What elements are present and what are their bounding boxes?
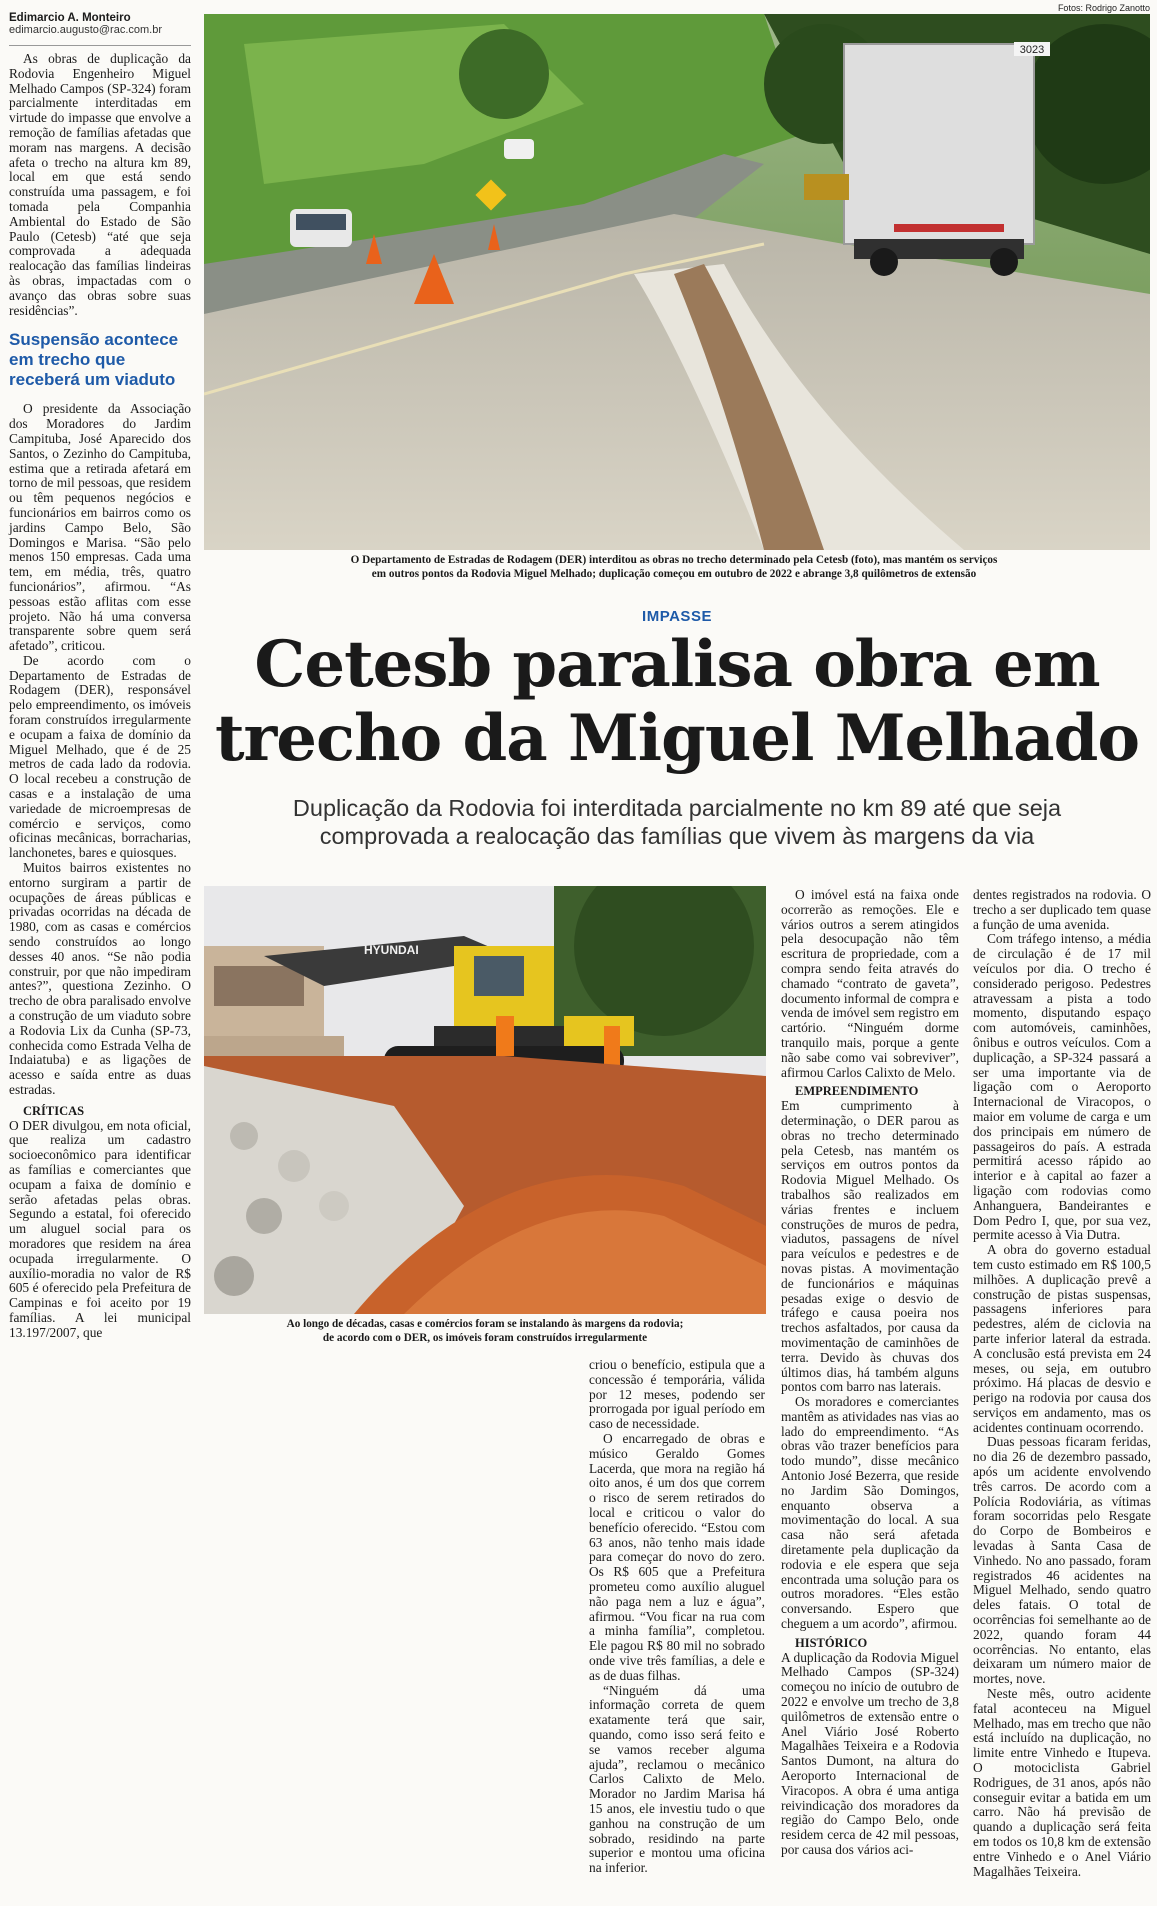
truck-number: 3023	[1019, 44, 1045, 56]
excavator-brand: HYUNDAI	[364, 943, 419, 957]
caption-line: de acordo com o DER, os imóveis foram construídos irregularmente	[322, 1331, 648, 1344]
caption-line: Ao longo de décadas, casas e comércios foram se instalando às margens da rodovia;	[286, 1318, 684, 1330]
paragraph: O presidente da Associação dos Moradores do Jardim Campituba, José Aparecido dos Santos, o Zezinho do Campituba, estima que a retirada afetará em torno de mil pessoas, que residem ou têm pequenos negócios e funcionários em bairros como os jardins Campo Belo, São Domingos e Marisa. “São pelo menos 150 empresas. Cada uma tem, em média, três, quatro funcionários”, afirmou. “As pessoas estão aflitas com esse projeto. Não há uma conversa transparente sobre quem será afetado”, criticou.	[9, 401, 191, 654]
section-label-empreendimento: EMPREENDIMENTO	[795, 1084, 919, 1099]
caption-line: O Departamento de Estradas de Rodagem (DER) interditou as obras no trecho determinado pela Cetesb (foto), mas mantém os serviços	[350, 554, 998, 566]
section-subhead: Suspensão acontece em trecho que receberá um viaduto	[9, 330, 179, 390]
photo-credit: Fotos: Rodrigo Zanotto	[1057, 3, 1150, 13]
paragraph: criou o benefício, estipula que a concessão é temporária, válida por 12 meses, podendo ser prorrogada por igual período em caso de necessidade.	[589, 1357, 765, 1432]
excavator-photo-caption	[204, 1318, 766, 1345]
section-label-historico: HISTÓRICO	[795, 1635, 868, 1650]
paragraph: O encarregado de obras e músico Geraldo Gomes Lacerda, que mora na região há oito anos, é um dos que correm o risco de serem retirados do local e criticou o valor do benefício oferecido. “Estou com 63 anos, não tenho mais idade para começar do novo do zero. Os R$ 605 que a Prefeitura prometeu como auxílio aluguel não paga nem a luz e água”, afirmou. “Vou ficar na rua com a minha família”, completou. Ele pagou R$ 80 mil no sobrado onde vive três famílias, a dele e as de duas filhas.	[589, 1430, 765, 1683]
paragraph: Com tráfego intenso, a média de circulação é de 17 mil veículos por dia. O trecho é considerado perigoso. Pedestres atravessam a pista a todo momento, disputando espaço com automóveis, caminhões, ônibus e outros veículos. Com a duplicação, a SP-324 passará a ser uma importante via de ligação com o Aeroporto Internacional de Viracopos, o maior em volume de carga e um dos principais em número de passageiros do país. A estrada permitirá acesso rápido ao interior e à capital ao fazer a ligação com rodovias como Anhanguera, Bandeirantes e Dom Pedro I, que, por sua vez, permite acesso à Via Dutra.	[973, 931, 1151, 1243]
article-column-4	[973, 888, 1151, 1879]
paragraph: O imóvel está na faixa onde ocorrerão as remoções. Ele e vários outros a serem atingidos pela desocupação não têm escritura de propriedade, com a compra sendo feita através do chamado “contrato de gaveta”, documento informal de compra e venda de imóvel sem registro em cartório. “Ninguém dorme tranquilo mais, porque a gente não sabe como vai sobreviver”, afirmou Carlos Calixto de Melo.	[781, 887, 959, 1080]
paragraph: O DER divulgou, em nota oficial, que realiza um cadastro socioeconômico para identificar as famílias e comerciantes que ocupam a faixa de domínio e serão afetadas pelas obras. Segundo a estatal, foi oferecido um aluguel social para os moradores que residem na área ocupada irregularmente. O auxílio-moradia no valor de R$ 605 é oferecido pela Prefeitura de Campinas e foi aceito por 19 famílias. A lei municipal 13.197/2007, que	[9, 1117, 191, 1340]
byline-rule	[9, 45, 191, 46]
headline	[204, 628, 1150, 776]
excavator-photo	[204, 886, 766, 1314]
excavator-photo-graphic	[204, 886, 766, 1314]
paragraph: “Ninguém dá uma informação correta de quem exatamente terá que sair, quando, como isso será feito e se vamos receber alguma ajuda”, reclamou o mecânico Carlos Calixto de Melo. Morador no Jardim Marisa há 15 anos, ele investiu tudo o que ganhou na construção de um sobrado, residindo na parte superior e montou uma oficina na inferior.	[589, 1682, 765, 1876]
author-name: Edimarcio A. Monteiro	[9, 12, 131, 24]
headline-line: Cetesb paralisa obra em	[254, 627, 1100, 702]
caption-line: em outros pontos da Rodovia Miguel Melhado; duplicação começou em outubro de 2022 e abrange 3,8 quilômetros de extensão	[371, 567, 977, 580]
paragraph: dentes registrados na rodovia. O trecho a ser duplicado tem quase a função de uma avenida.	[973, 887, 1151, 932]
article-column-2	[589, 1358, 765, 1876]
headline-line: trecho da Miguel Melhado	[214, 701, 1140, 776]
paragraph: A duplicação da Rodovia Miguel Melhado Campos (SP-324) começou no início de outubro de 2022 e envolve um trecho de 3,8 quilômetros de extensão entre o Anel Viário José Roberto Magalhães Teixeira e a Rodovia Santos Dumont, na altura do Aeroporto Internacional de Viracopos. A obra é uma antiga reivindicação dos moradores da região do Campo Belo, onde residem cerca de 42 mil pessoas, por causa dos vários aci-	[781, 1649, 959, 1857]
paragraph: A obra do governo estadual tem custo estimado em R$ 100,5 milhões. A duplicação prevê a construção de pistas suspensas, passagens inferiores para pedestres, além de ciclovia na parte inferior lateral da estrada. A conclusão está prevista em 24 meses, ou seja, em outubro próximo. Há placas de desvio e perigo na rodovia por causa dos serviços em andamento, mas os acidentes continuam ocorrendo.	[973, 1242, 1151, 1435]
article-column-1	[9, 52, 191, 1341]
paragraph: Duas pessoas ficaram feridas, no dia 26 de dezembro passado, após um acidente envolvendo três carros. De acordo com a Polícia Rodoviária, as vítimas foram socorridas pelo Resgate do Corpo de Bombeiros e levadas à Santa Casa de Vinhedo. No ano passado, foram registrados 46 acidentes na Miguel Melhado, sendo quatro deles fatais. O total de ocorrências foi semelhante ao de 2022, quando foram 44 ocorrências. No entanto, elas deixaram um número maior de mortes, nove.	[973, 1434, 1151, 1687]
paragraph: As obras de duplicação da Rodovia Engenheiro Miguel Melhado Campos (SP-324) foram parcialmente interditadas em virtude do impasse que envolve a remoção de famílias afetadas que moram nas margens. A decisão afeta o trecho na altura km 89, local em que está sendo construída uma passagem, e foi tomada pela Companhia Ambiental do Estado de São Paulo (Cetesb) “até que seja comprovada a adequada realocação das famílias lindeiras às obras, impactadas com o avanço das obras sobre suas residências”.	[9, 51, 191, 318]
paragraph: Neste mês, outro acidente fatal aconteceu na Miguel Melhado, mas em trecho que não está incluído na duplicação, no limite entre Vinhedo e Itupeva. O motociclista Gabriel Rodrigues, de 31 anos, após não conseguir evitar a batida em um carro. Não há previsão de quando a duplicação será feita em todos os 10,8 km de extensão entre Vinhedo e o Anel Viário Magalhães Teixeira.	[973, 1686, 1151, 1879]
byline	[9, 12, 199, 36]
paragraph: Os moradores e comerciantes mantêm as atividades nas vias ao lado do empreendimento. “As obras vão trazer benefícios para todo mundo”, disse mecânico Antonio José Bezerra, que reside no Jardim São Domingos, enquanto observa a movimentação do local. A sua casa não será afetada diretamente pela duplicação da rodovia e ele espera que seja encontrada uma solução para os outros moradores. “Eles estão conversando. Espero que cheguem a um acordo”, afirmou.	[781, 1394, 959, 1632]
road-photo-graphic	[204, 14, 1150, 550]
author-email[interactable]: edimarcio.augusto@rac.com.br	[9, 24, 163, 36]
paragraph: De acordo com o Departamento de Estradas de Rodagem (DER), responsável pelo empreendimento, os imóveis foram construídos irregularmente e ocupam a faixa de domínio da Miguel Melhado, que é de 25 metros de cada lado da rodovia. O local recebeu a construção de casas e a instalação de uma variedade de microempresas de comércio e serviços, como oficinas mecânicas, borracharias, lanchonetes, bares e quiosques.	[9, 652, 191, 861]
road-construction-photo	[204, 14, 1150, 550]
deck	[204, 794, 1150, 850]
article-column-3	[781, 888, 959, 1858]
top-photo-caption	[214, 554, 1134, 581]
kicker: IMPASSE	[642, 608, 712, 625]
deck-line: Duplicação da Rodovia foi interditada parcialmente no km 89 até que seja	[292, 795, 1062, 821]
deck-line: comprovada a realocação das famílias que vivem às margens da via	[319, 823, 1035, 849]
paragraph: Muitos bairros existentes no entorno surgiram a partir de ocupações de áreas públicas e privadas ocorridas na década de 1980, com as casas e comércios sendo construídos ao longo desses 40 anos. “Se não podia construir, por que não impediram antes?”, questiona Zezinho. O trecho de obra paralisado envolve a construção de um viaduto sobre a Rodovia Lix da Cunha (SP-73, conhecida como Estrada Velha de Indaiatuba) e as ligações de acesso e saída entre as duas estradas.	[9, 860, 191, 1097]
section-label-criticas: CRÍTICAS	[23, 1103, 85, 1118]
paragraph: Em cumprimento à determinação, o DER parou as obras no trecho determinado pela Cetesb, nas mantém os serviços em outros pontos da Rodovia Miguel Melhado. Os trabalhos são realizados em várias frentes e incluem construções de muros de pedra, viadutos, passagens de nível para veículos e pedestres e de novas pistas. A movimentação de funcionários e máquinas pesadas exige o desvio de tráfego e causa poeira nos trechos asfaltados, por causa da movimentação de caminhões de terra. Devido às chuvas dos últimos dias, há também alguns pontos com barro nas laterais.	[781, 1098, 959, 1395]
